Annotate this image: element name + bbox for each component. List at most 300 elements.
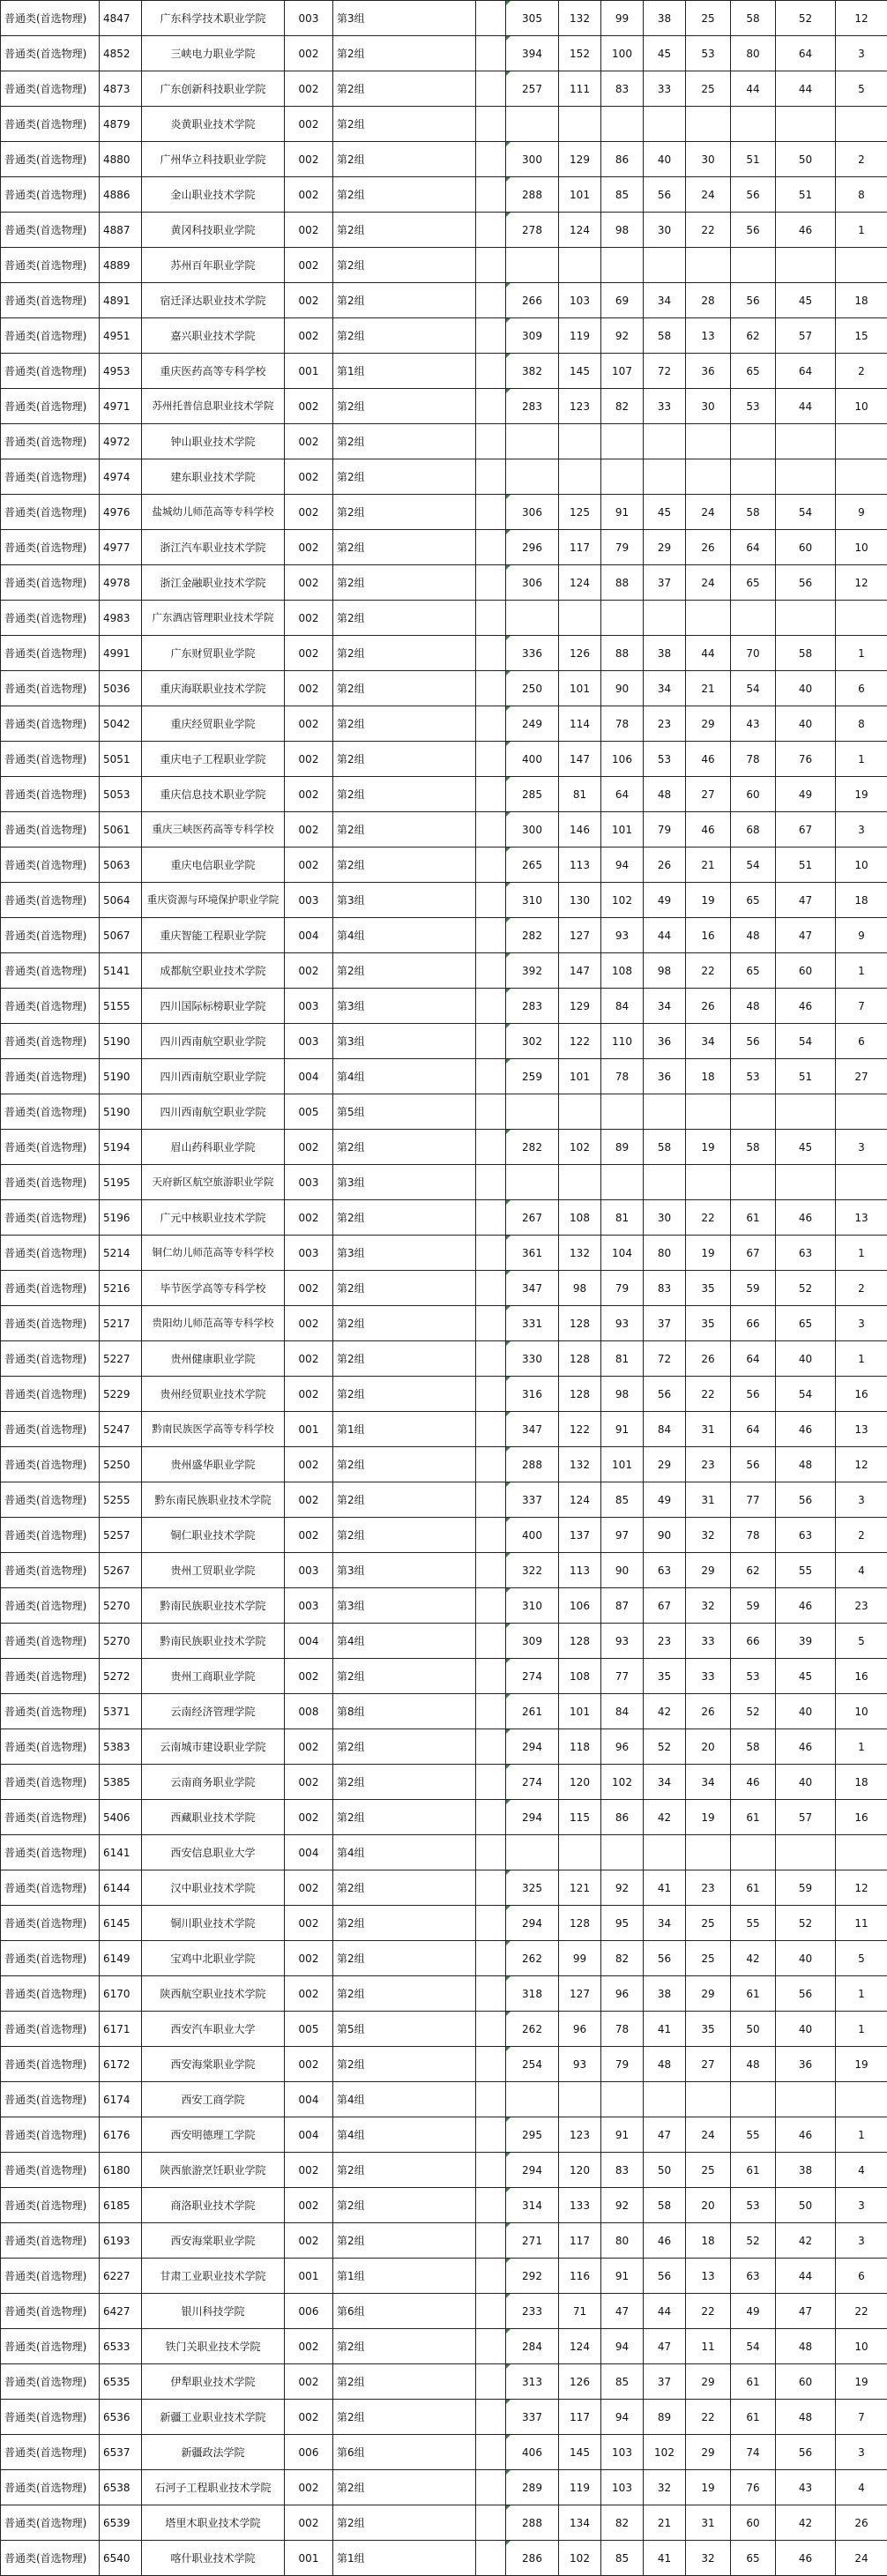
school-code-cell: 4879 xyxy=(100,107,142,142)
total-score-cell: 286 xyxy=(506,2541,559,2576)
rank-cell: 1 xyxy=(836,636,887,671)
school-code-cell: 4978 xyxy=(100,565,142,601)
group-name-cell: 第2组 xyxy=(333,2505,476,2541)
table-row xyxy=(1,2435,887,2470)
category-cell: 普通类(首选物理) xyxy=(1,71,100,107)
math-score-cell xyxy=(601,107,644,142)
group-code-cell: 004 xyxy=(285,918,333,953)
physics-score-cell xyxy=(686,1165,731,1200)
table-row xyxy=(1,2012,887,2047)
english-score-cell: 37 xyxy=(644,565,686,601)
school-code-cell: 4976 xyxy=(100,495,142,530)
english-score-cell: 47 xyxy=(644,2329,686,2364)
group-code-cell: 002 xyxy=(285,671,333,706)
table-row xyxy=(1,1906,887,1941)
subject3-score-cell: 40 xyxy=(776,706,836,742)
total-score-cell: 300 xyxy=(506,812,559,847)
school-name-cell: 四川国际标榜职业学院 xyxy=(142,989,285,1024)
group-code-cell: 003 xyxy=(285,1,333,36)
school-name-cell: 伊犁职业技术学院 xyxy=(142,2364,285,2400)
physics-score-cell: 19 xyxy=(686,1130,731,1165)
english-score-cell: 58 xyxy=(644,318,686,354)
school-name-cell: 重庆三峡医药高等专科学校 xyxy=(142,812,285,847)
blank-cell xyxy=(476,2435,506,2470)
total-score-cell: 306 xyxy=(506,565,559,601)
physics-score-cell: 53 xyxy=(686,36,731,71)
physics-score-cell: 32 xyxy=(686,2541,731,2576)
subject2-score-cell: 65 xyxy=(731,354,776,389)
category-cell: 普通类(首选物理) xyxy=(1,777,100,812)
rank-cell xyxy=(836,2082,887,2117)
total-score-cell: 314 xyxy=(506,2188,559,2223)
chinese-score-cell: 128 xyxy=(559,1377,601,1412)
subject3-score-cell: 47 xyxy=(776,2294,836,2329)
school-name-cell: 广东科学技术职业学院 xyxy=(142,1,285,36)
school-code-cell: 6538 xyxy=(100,2470,142,2505)
rank-cell: 7 xyxy=(836,989,887,1024)
category-cell: 普通类(首选物理) xyxy=(1,2505,100,2541)
group-name-cell: 第2组 xyxy=(333,1341,476,1377)
subject3-score-cell: 60 xyxy=(776,953,836,989)
group-name-cell: 第2组 xyxy=(333,1482,476,1518)
subject3-score-cell: 56 xyxy=(776,1976,836,2012)
category-cell: 普通类(首选物理) xyxy=(1,636,100,671)
subject3-score-cell: 63 xyxy=(776,1518,836,1553)
total-score-cell: 259 xyxy=(506,1059,559,1094)
blank-cell xyxy=(476,777,506,812)
chinese-score-cell xyxy=(559,1835,601,1870)
rank-cell: 3 xyxy=(836,1130,887,1165)
rank-cell: 16 xyxy=(836,1377,887,1412)
total-score-cell: 262 xyxy=(506,1941,559,1976)
table-row xyxy=(1,1518,887,1553)
blank-cell xyxy=(476,601,506,636)
group-name-cell: 第4组 xyxy=(333,1059,476,1094)
table-row xyxy=(1,2400,887,2435)
school-name-cell: 广东酒店管理职业技术学院 xyxy=(142,601,285,636)
blank-cell xyxy=(476,2329,506,2364)
rank-cell: 13 xyxy=(836,1412,887,1447)
blank-cell xyxy=(476,2188,506,2223)
rank-cell: 5 xyxy=(836,1624,887,1659)
school-name-cell: 塔里木职业技术学院 xyxy=(142,2505,285,2541)
group-code-cell: 002 xyxy=(285,1906,333,1941)
group-code-cell: 002 xyxy=(285,71,333,107)
rank-cell: 22 xyxy=(836,2294,887,2329)
chinese-score-cell: 96 xyxy=(559,2012,601,2047)
school-name-cell: 广东创新科技职业学院 xyxy=(142,71,285,107)
blank-cell xyxy=(476,636,506,671)
chinese-score-cell: 123 xyxy=(559,2117,601,2153)
group-name-cell: 第2组 xyxy=(333,389,476,424)
chinese-score-cell: 130 xyxy=(559,883,601,918)
math-score-cell: 88 xyxy=(601,565,644,601)
subject3-score-cell: 65 xyxy=(776,1306,836,1341)
school-name-cell: 成都航空职业技术学院 xyxy=(142,953,285,989)
math-score-cell: 89 xyxy=(601,1130,644,1165)
english-score-cell: 44 xyxy=(644,2294,686,2329)
total-score-cell: 337 xyxy=(506,2400,559,2435)
school-name-cell: 石河子工程职业技术学院 xyxy=(142,2470,285,2505)
total-score-cell: 310 xyxy=(506,883,559,918)
school-name-cell: 贵阳幼儿师范高等专科学校 xyxy=(142,1306,285,1341)
total-score-cell: 289 xyxy=(506,2470,559,2505)
english-score-cell: 45 xyxy=(644,36,686,71)
school-name-cell: 贵州工贸职业学院 xyxy=(142,1553,285,1588)
table-row xyxy=(1,36,887,71)
blank-cell xyxy=(476,1412,506,1447)
subject2-score-cell: 58 xyxy=(731,1,776,36)
subject3-score-cell: 51 xyxy=(776,177,836,213)
school-code-cell: 5270 xyxy=(100,1588,142,1624)
subject2-score-cell: 53 xyxy=(731,2188,776,2223)
blank-cell xyxy=(476,847,506,883)
math-score-cell: 98 xyxy=(601,213,644,248)
total-score-cell: 330 xyxy=(506,1341,559,1377)
math-score-cell: 104 xyxy=(601,1236,644,1271)
category-cell: 普通类(首选物理) xyxy=(1,389,100,424)
physics-score-cell: 22 xyxy=(686,1200,731,1236)
total-score-cell: 265 xyxy=(506,847,559,883)
table-row xyxy=(1,2364,887,2400)
school-code-cell: 4974 xyxy=(100,459,142,495)
math-score-cell: 91 xyxy=(601,2117,644,2153)
math-score-cell: 103 xyxy=(601,2470,644,2505)
rank-cell: 18 xyxy=(836,1765,887,1800)
chinese-score-cell: 117 xyxy=(559,2400,601,2435)
blank-cell xyxy=(476,36,506,71)
school-code-cell: 6227 xyxy=(100,2259,142,2294)
chinese-score-cell: 81 xyxy=(559,777,601,812)
rank-cell xyxy=(836,424,887,459)
physics-score-cell: 22 xyxy=(686,953,731,989)
table-row xyxy=(1,389,887,424)
total-score-cell: 284 xyxy=(506,2329,559,2364)
english-score-cell: 58 xyxy=(644,1130,686,1165)
math-score-cell: 93 xyxy=(601,1306,644,1341)
physics-score-cell xyxy=(686,248,731,283)
chinese-score-cell: 101 xyxy=(559,671,601,706)
subject3-score-cell xyxy=(776,459,836,495)
category-cell: 普通类(首选物理) xyxy=(1,2223,100,2259)
physics-score-cell: 32 xyxy=(686,1588,731,1624)
group-code-cell: 002 xyxy=(285,1976,333,2012)
chinese-score-cell xyxy=(559,1094,601,1130)
group-code-cell: 002 xyxy=(285,1341,333,1377)
physics-score-cell: 21 xyxy=(686,847,731,883)
subject3-score-cell: 40 xyxy=(776,1694,836,1729)
physics-score-cell xyxy=(686,1835,731,1870)
math-score-cell: 82 xyxy=(601,1941,644,1976)
school-name-cell: 广州华立科技职业学院 xyxy=(142,142,285,177)
subject2-score-cell xyxy=(731,1835,776,1870)
subject2-score-cell: 49 xyxy=(731,2294,776,2329)
english-score-cell xyxy=(644,459,686,495)
rank-cell: 12 xyxy=(836,1,887,36)
rank-cell: 6 xyxy=(836,2259,887,2294)
chinese-score-cell: 147 xyxy=(559,953,601,989)
table-row xyxy=(1,71,887,107)
subject3-score-cell: 40 xyxy=(776,671,836,706)
group-code-cell: 004 xyxy=(285,2117,333,2153)
group-name-cell: 第2组 xyxy=(333,636,476,671)
school-name-cell: 西藏职业技术学院 xyxy=(142,1800,285,1835)
table-row xyxy=(1,1024,887,1059)
category-cell: 普通类(首选物理) xyxy=(1,953,100,989)
group-code-cell: 005 xyxy=(285,1094,333,1130)
group-code-cell: 002 xyxy=(285,2470,333,2505)
group-code-cell: 002 xyxy=(285,142,333,177)
chinese-score-cell xyxy=(559,107,601,142)
rank-cell: 10 xyxy=(836,2329,887,2364)
math-score-cell: 94 xyxy=(601,2329,644,2364)
rank-cell: 10 xyxy=(836,847,887,883)
category-cell: 普通类(首选物理) xyxy=(1,812,100,847)
table-row xyxy=(1,354,887,389)
rank-cell: 5 xyxy=(836,71,887,107)
group-code-cell: 002 xyxy=(285,459,333,495)
blank-cell xyxy=(476,918,506,953)
group-name-cell: 第2组 xyxy=(333,601,476,636)
table-row xyxy=(1,2505,887,2541)
english-score-cell: 40 xyxy=(644,142,686,177)
rank-cell: 3 xyxy=(836,2188,887,2223)
school-name-cell: 建东职业技术学院 xyxy=(142,459,285,495)
group-code-cell: 003 xyxy=(285,1024,333,1059)
subject3-score-cell: 64 xyxy=(776,36,836,71)
subject3-score-cell: 57 xyxy=(776,1800,836,1835)
english-score-cell: 26 xyxy=(644,847,686,883)
school-name-cell: 浙江汽车职业技术学院 xyxy=(142,530,285,565)
math-score-cell: 91 xyxy=(601,495,644,530)
chinese-score-cell: 152 xyxy=(559,36,601,71)
subject3-score-cell: 67 xyxy=(776,812,836,847)
subject2-score-cell: 65 xyxy=(731,953,776,989)
rank-cell: 2 xyxy=(836,1518,887,1553)
group-code-cell: 002 xyxy=(285,1200,333,1236)
chinese-score-cell: 132 xyxy=(559,1236,601,1271)
group-name-cell: 第2组 xyxy=(333,2223,476,2259)
chinese-score-cell: 103 xyxy=(559,283,601,318)
physics-score-cell: 20 xyxy=(686,1729,731,1765)
total-score-cell: 336 xyxy=(506,636,559,671)
category-cell: 普通类(首选物理) xyxy=(1,530,100,565)
group-name-cell: 第4组 xyxy=(333,918,476,953)
rank-cell xyxy=(836,1835,887,1870)
school-code-cell: 5270 xyxy=(100,1624,142,1659)
category-cell: 普通类(首选物理) xyxy=(1,1729,100,1765)
subject2-score-cell: 60 xyxy=(731,777,776,812)
table-row xyxy=(1,2188,887,2223)
math-score-cell: 79 xyxy=(601,2047,644,2082)
subject2-score-cell: 80 xyxy=(731,36,776,71)
rank-cell: 9 xyxy=(836,495,887,530)
english-score-cell: 33 xyxy=(644,389,686,424)
school-code-cell: 4889 xyxy=(100,248,142,283)
rank-cell: 15 xyxy=(836,318,887,354)
school-code-cell: 5267 xyxy=(100,1553,142,1588)
math-score-cell xyxy=(601,1165,644,1200)
group-code-cell: 003 xyxy=(285,883,333,918)
group-name-cell: 第2组 xyxy=(333,107,476,142)
school-code-cell: 6141 xyxy=(100,1835,142,1870)
subject3-score-cell: 42 xyxy=(776,2505,836,2541)
rank-cell: 1 xyxy=(836,1236,887,1271)
group-code-cell: 002 xyxy=(285,107,333,142)
chinese-score-cell: 120 xyxy=(559,2153,601,2188)
category-cell: 普通类(首选物理) xyxy=(1,1835,100,1870)
physics-score-cell: 46 xyxy=(686,742,731,777)
subject3-score-cell: 60 xyxy=(776,530,836,565)
math-score-cell: 86 xyxy=(601,1800,644,1835)
blank-cell xyxy=(476,2012,506,2047)
school-name-cell: 重庆信息技术职业学院 xyxy=(142,777,285,812)
total-score-cell: 283 xyxy=(506,989,559,1024)
group-code-cell: 003 xyxy=(285,1588,333,1624)
chinese-score-cell xyxy=(559,459,601,495)
subject2-score-cell: 59 xyxy=(731,1588,776,1624)
table-row xyxy=(1,953,887,989)
subject3-score-cell: 51 xyxy=(776,847,836,883)
table-row xyxy=(1,1624,887,1659)
blank-cell xyxy=(476,2259,506,2294)
subject3-score-cell: 40 xyxy=(776,2012,836,2047)
total-score-cell: 282 xyxy=(506,1130,559,1165)
group-code-cell: 002 xyxy=(285,2329,333,2364)
group-code-cell: 002 xyxy=(285,847,333,883)
english-score-cell: 32 xyxy=(644,2470,686,2505)
blank-cell xyxy=(476,1624,506,1659)
chinese-score-cell: 113 xyxy=(559,1553,601,1588)
math-score-cell: 84 xyxy=(601,1694,644,1729)
english-score-cell xyxy=(644,1835,686,1870)
subject2-score-cell: 76 xyxy=(731,2470,776,2505)
english-score-cell: 34 xyxy=(644,1906,686,1941)
physics-score-cell: 19 xyxy=(686,1236,731,1271)
subject2-score-cell: 54 xyxy=(731,847,776,883)
subject2-score-cell: 61 xyxy=(731,1976,776,2012)
group-name-cell: 第8组 xyxy=(333,1694,476,1729)
math-score-cell: 95 xyxy=(601,1906,644,1941)
subject2-score-cell: 52 xyxy=(731,2223,776,2259)
math-score-cell: 83 xyxy=(601,71,644,107)
chinese-score-cell: 124 xyxy=(559,565,601,601)
school-name-cell: 银川科技学院 xyxy=(142,2294,285,2329)
total-score-cell: 361 xyxy=(506,1236,559,1271)
school-name-cell: 毕节医学高等专科学校 xyxy=(142,1271,285,1306)
table-row xyxy=(1,495,887,530)
group-name-cell: 第2组 xyxy=(333,1765,476,1800)
group-code-cell: 002 xyxy=(285,177,333,213)
group-name-cell: 第2组 xyxy=(333,213,476,248)
group-code-cell: 002 xyxy=(285,318,333,354)
math-score-cell: 86 xyxy=(601,142,644,177)
school-name-cell: 广东财贸职业学院 xyxy=(142,636,285,671)
subject2-score-cell: 68 xyxy=(731,812,776,847)
blank-cell xyxy=(476,1024,506,1059)
math-score-cell: 101 xyxy=(601,812,644,847)
school-name-cell: 重庆资源与环境保护职业学院 xyxy=(142,883,285,918)
physics-score-cell: 30 xyxy=(686,389,731,424)
school-code-cell: 5383 xyxy=(100,1729,142,1765)
english-score-cell: 58 xyxy=(644,2188,686,2223)
group-name-cell: 第2组 xyxy=(333,1447,476,1482)
group-code-cell: 003 xyxy=(285,1236,333,1271)
subject2-score-cell: 58 xyxy=(731,1130,776,1165)
english-score-cell: 50 xyxy=(644,2153,686,2188)
school-code-cell: 5214 xyxy=(100,1236,142,1271)
chinese-score-cell: 126 xyxy=(559,636,601,671)
subject2-score-cell: 43 xyxy=(731,706,776,742)
chinese-score-cell: 119 xyxy=(559,2470,601,2505)
category-cell: 普通类(首选物理) xyxy=(1,2082,100,2117)
school-code-cell: 5255 xyxy=(100,1482,142,1518)
group-name-cell: 第5组 xyxy=(333,2012,476,2047)
chinese-score-cell: 124 xyxy=(559,213,601,248)
total-score-cell: 262 xyxy=(506,2012,559,2047)
physics-score-cell: 36 xyxy=(686,354,731,389)
table-row xyxy=(1,883,887,918)
category-cell: 普通类(首选物理) xyxy=(1,918,100,953)
school-name-cell: 喀什职业技术学院 xyxy=(142,2541,285,2576)
group-code-cell: 002 xyxy=(285,2400,333,2435)
math-score-cell: 88 xyxy=(601,636,644,671)
group-name-cell: 第2组 xyxy=(333,777,476,812)
total-score-cell: 257 xyxy=(506,71,559,107)
group-code-cell: 002 xyxy=(285,495,333,530)
table-row xyxy=(1,636,887,671)
chinese-score-cell: 108 xyxy=(559,1659,601,1694)
physics-score-cell: 11 xyxy=(686,2329,731,2364)
english-score-cell: 53 xyxy=(644,742,686,777)
table-row xyxy=(1,847,887,883)
english-score-cell: 48 xyxy=(644,2047,686,2082)
school-name-cell: 汉中职业技术学院 xyxy=(142,1870,285,1906)
group-code-cell: 002 xyxy=(285,1306,333,1341)
school-name-cell: 浙江金融职业技术学院 xyxy=(142,565,285,601)
school-code-cell: 5227 xyxy=(100,1341,142,1377)
table-row xyxy=(1,1800,887,1835)
rank-cell xyxy=(836,1094,887,1130)
table-row xyxy=(1,2047,887,2082)
group-name-cell: 第2组 xyxy=(333,1941,476,1976)
table-row xyxy=(1,2470,887,2505)
english-score-cell: 47 xyxy=(644,2117,686,2153)
math-score-cell: 85 xyxy=(601,1482,644,1518)
category-cell: 普通类(首选物理) xyxy=(1,2329,100,2364)
group-code-cell: 002 xyxy=(285,2364,333,2400)
chinese-score-cell: 102 xyxy=(559,1130,601,1165)
blank-cell xyxy=(476,1870,506,1906)
physics-score-cell: 20 xyxy=(686,2188,731,2223)
math-score-cell xyxy=(601,1094,644,1130)
chinese-score-cell: 111 xyxy=(559,71,601,107)
blank-cell xyxy=(476,2400,506,2435)
subject3-score-cell xyxy=(776,1094,836,1130)
school-name-cell: 贵州工商职业学院 xyxy=(142,1659,285,1694)
table-row xyxy=(1,248,887,283)
english-score-cell: 44 xyxy=(644,918,686,953)
english-score-cell: 46 xyxy=(644,2223,686,2259)
group-name-cell: 第2组 xyxy=(333,1271,476,1306)
school-name-cell: 盐城幼儿师范高等专科学校 xyxy=(142,495,285,530)
math-score-cell: 92 xyxy=(601,318,644,354)
subject3-score-cell: 55 xyxy=(776,1553,836,1588)
table-row xyxy=(1,812,887,847)
math-score-cell xyxy=(601,424,644,459)
math-score-cell: 107 xyxy=(601,354,644,389)
math-score-cell: 82 xyxy=(601,389,644,424)
